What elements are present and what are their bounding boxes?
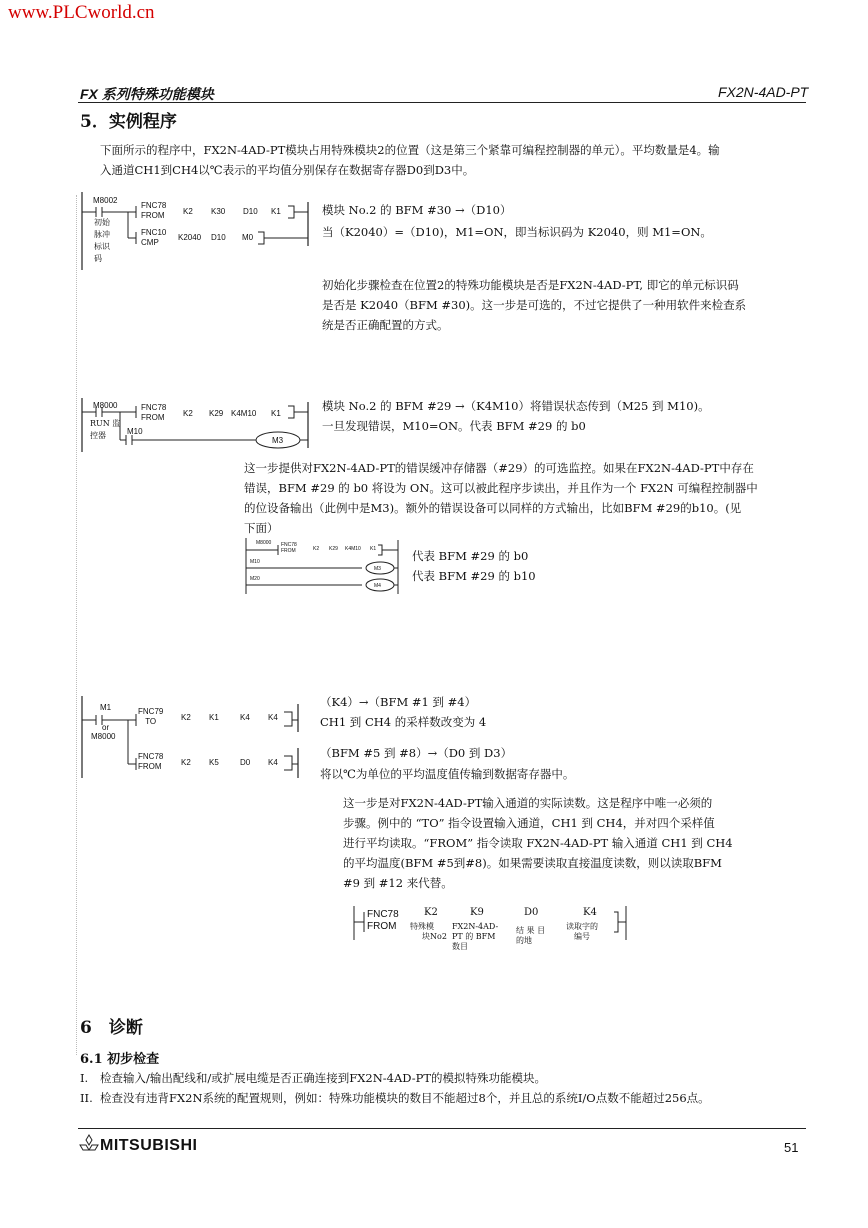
legend-note-line: FX2N-4AD- <box>452 922 499 931</box>
rung3-para-4: 的平均温度(BFM #5到#8)。如果需要读取直接温度读数，则以读取BFM <box>343 856 722 870</box>
rung2-instr-fnc: FNC78 <box>141 403 167 412</box>
mini-name: FROM <box>281 548 296 554</box>
legend-note-line: 编号 <box>574 932 590 941</box>
rung1-instr1-code <box>141 201 166 221</box>
rung3-instr1-op3: K4 <box>240 713 250 722</box>
rung1-annotation-1: 模块 No.2 的 BFM #30 →（D10） <box>322 203 512 217</box>
rung3-annotation-4: 将以℃为单位的平均温度值传输到数据寄存器中。 <box>320 767 575 781</box>
rung3-instr2-op3: D0 <box>240 758 251 767</box>
rung3-instr1-fnc: FNC79 <box>138 707 164 716</box>
rung3-instr1-op1: K2 <box>181 713 191 722</box>
legend-note-line: 读取字的 <box>566 922 598 931</box>
rung2-op2: K29 <box>209 409 224 418</box>
check-item-1-num: I. <box>80 1071 89 1085</box>
rung1-instr2-op3: M0 <box>242 233 254 242</box>
legend-k9: K9 <box>470 907 484 918</box>
rung2-op3: K4M10 <box>231 409 257 418</box>
rung3-instr1-code <box>138 707 163 727</box>
rung1-instr1-op4: K1 <box>271 207 281 216</box>
header-series: FX 系列特殊功能模块 <box>80 86 214 102</box>
rung3-instr2-fnc: FNC78 <box>138 752 164 761</box>
header-model: FX2N-4AD-PT <box>718 84 809 100</box>
mini-instr <box>281 542 297 554</box>
rung3-contact-label: M1 <box>100 703 112 712</box>
rung3-or: or <box>102 723 110 732</box>
mini-op3: K4M10 <box>345 546 361 552</box>
rung1-instr1-name: FROM <box>141 211 165 220</box>
rung2-instr-code <box>141 403 166 423</box>
legend-note-3 <box>516 926 545 946</box>
rung2-annotation-1: 模块 No.2 的 BFM #29 →（K4M10）将错误状态传到（M25 到 M10)。 <box>322 399 710 413</box>
rung3-para-1: 这一步是对FX2N-4AD-PT输入通道的实际读数。这是程序中唯一必须的 <box>343 796 713 810</box>
check-item-1-text: 检查输入/输出配线和/或扩展电缆是否正确连接到FX2N-4AD-PT的模拟特殊功能模块。 <box>100 1071 547 1085</box>
rung1-instr2-op2: D10 <box>211 233 226 242</box>
rung1-note-line: 标识 <box>94 242 110 251</box>
rung1-note-line: 脉冲 <box>94 230 110 239</box>
footer-brand: MITSUBISHI <box>100 1137 198 1154</box>
mini-coil3: M4 <box>374 583 381 589</box>
mini-c3: M20 <box>250 576 260 582</box>
legend-note-line: 的地 <box>516 936 532 945</box>
rung1-para-3: 统是否正确配置的方式。 <box>322 318 449 332</box>
rung3-annotation-1: （K4）→（BFM #1 到 #4） <box>320 695 477 709</box>
legend-note-line: 结 果 目 <box>516 926 546 935</box>
rung2-para-4: 下面） <box>244 521 279 535</box>
legend-note-line: 块No2 <box>422 932 447 941</box>
page-number: 51 <box>784 1140 799 1155</box>
margin-line <box>76 195 77 1055</box>
rung3-instr1-op4: K4 <box>268 713 278 722</box>
rung3-para-3: 进行平均读取。“FROM” 指令读取 FX2N-4AD-PT 输入通道 CH1 到 CH4 <box>343 836 733 850</box>
section5-intro-2: 入通道CH1到CH4以℃表示的平均值分别保存在数据寄存器D0到D3中。 <box>100 163 475 177</box>
mini-annotation-1: 代表 BFM #29 的 b0 <box>412 549 529 563</box>
rung3-annotation-3: （BFM #5 到 #8）→（D0 到 D3） <box>320 746 513 760</box>
rung3-contact-alt: M8000 <box>91 732 116 741</box>
rung1-instr2-name: CMP <box>141 238 159 247</box>
rung1-annotation-2: 当（K2040）=（D10)，M1=ON，即当标识码为 K2040，则 M1=ON。 <box>322 225 712 239</box>
legend-code <box>367 909 399 933</box>
mini-op4: K1 <box>370 546 377 552</box>
legend-note-line: 特殊模 <box>410 922 434 931</box>
rung1-contact-label: M8002 <box>93 196 118 205</box>
rung1-contact-note <box>94 217 110 265</box>
rung2-para-3: 的位设备输出（此例中是M3)。额外的错误设备可以同样的方式输出，比如BFM #29的b10。(见 <box>244 501 742 515</box>
legend-note-line: 数目 <box>452 942 468 951</box>
rung1-note-line: 码 <box>94 254 102 263</box>
mini-op1: K2 <box>313 546 320 552</box>
legend-name: FROM <box>367 921 397 932</box>
rung2-coil-label: M3 <box>272 436 284 445</box>
section5-title: 5．实例程序 <box>80 112 177 132</box>
section6-subtitle: 6.1 初步检查 <box>80 1052 160 1067</box>
rung1-instr1-op1: K2 <box>183 207 193 216</box>
rung3-instr2-name: FROM <box>138 762 162 771</box>
rung1-instr2-code <box>141 228 166 248</box>
legend-note-line: PT 的 BFM <box>452 932 496 941</box>
mini-c2: M10 <box>250 559 260 565</box>
mini-op2: K29 <box>329 546 338 552</box>
rung2-op4: K1 <box>271 409 281 418</box>
rung3-para-2: 步骤。例中的 “TO” 指令设置输入通道，CH1 到 CH4，并对四个采样值 <box>343 816 715 830</box>
check-item-2-text: 检查没有违背FX2N系统的配置规则，例如：特殊功能模块的数目不能超过8个，并且总的系统I/O点数不能超过256点。 <box>100 1091 710 1105</box>
legend-d0: D0 <box>524 907 539 918</box>
legend-note-4 <box>566 922 598 942</box>
legend-fnc: FNC78 <box>367 909 399 920</box>
rung3-instr2-code <box>138 752 163 772</box>
rung2-contact-label: M8000 <box>93 401 118 410</box>
rung3-instr1-op2: K1 <box>209 713 219 722</box>
rung1-para-2: 是否是 K2040（BFM #30)。这一步是可选的，不过它提供了一种用软件来检查系 <box>322 298 747 312</box>
rung3-instr2-op1: K2 <box>181 758 191 767</box>
rung1-para-1: 初始化步骤检查在位置2的特殊功能模块是否是FX2N-4AD-PT, 即它的单元标识码 <box>322 278 739 292</box>
rung2-contact2-label: M10 <box>127 427 143 436</box>
rung1-instr2-op1: K2040 <box>178 233 202 242</box>
rung1-instr1-op3: D10 <box>243 207 258 216</box>
header-rule <box>78 102 806 103</box>
legend-note-2 <box>452 922 498 952</box>
rung1-note-line: 初始 <box>94 218 110 227</box>
rung1-instr2-fnc: FNC10 <box>141 228 167 237</box>
watermark: www.PLCworld.cn <box>8 2 155 23</box>
mini-fnc: FNC78 <box>281 542 297 548</box>
rung3-instr2-op2: K5 <box>209 758 219 767</box>
rung2-annotation-2: 一旦发现错误，M10=ON。代表 BFM #29 的 b0 <box>322 419 586 433</box>
footer-rule <box>78 1128 806 1129</box>
rung3-para-5: #9 到 #12 来代替。 <box>343 876 453 890</box>
legend-note-1 <box>410 922 447 942</box>
rung2-para-2: 错误，BFM #29 的 b0 将设为 ON。这可以被此程序步读出，并且作为一个 FX2N 可编程控制器中 <box>244 481 758 495</box>
rung2-instr-name: FROM <box>141 413 165 422</box>
rung2-contact-note: RUN 监控器 <box>90 419 121 440</box>
mini-coil2: M3 <box>374 566 381 572</box>
section6-title: 6 诊断 <box>80 1018 143 1038</box>
mini-annotation-2: 代表 BFM #29 的 b10 <box>412 569 536 583</box>
check-item-2-num: II. <box>80 1091 93 1105</box>
legend-k2: K2 <box>424 907 438 918</box>
mini-contact: M8000 <box>256 540 272 546</box>
rung1-instr1-op2: K30 <box>211 207 226 216</box>
rung2-op1: K2 <box>183 409 193 418</box>
rung3-instr2-op4: K4 <box>268 758 278 767</box>
legend-k4: K4 <box>583 907 597 918</box>
section5-intro-1: 下面所示的程序中，FX2N-4AD-PT模块占用特殊模块2的位置（这是第三个紧靠可编程控制器的单元）。平均数量是4。输 <box>100 143 720 157</box>
rung3-annotation-2: CH1 到 CH4 的采样数改变为 4 <box>320 715 487 729</box>
rung3-instr1-name: TO <box>145 717 157 726</box>
mitsubishi-logo-icon <box>78 1134 100 1154</box>
rung1-instr1-fnc: FNC78 <box>141 201 167 210</box>
rung2-para-1: 这一步提供对FX2N-4AD-PT的错误缓冲存储器（#29）的可选监控。如果在FX2N-4AD-PT中存在 <box>244 461 754 475</box>
